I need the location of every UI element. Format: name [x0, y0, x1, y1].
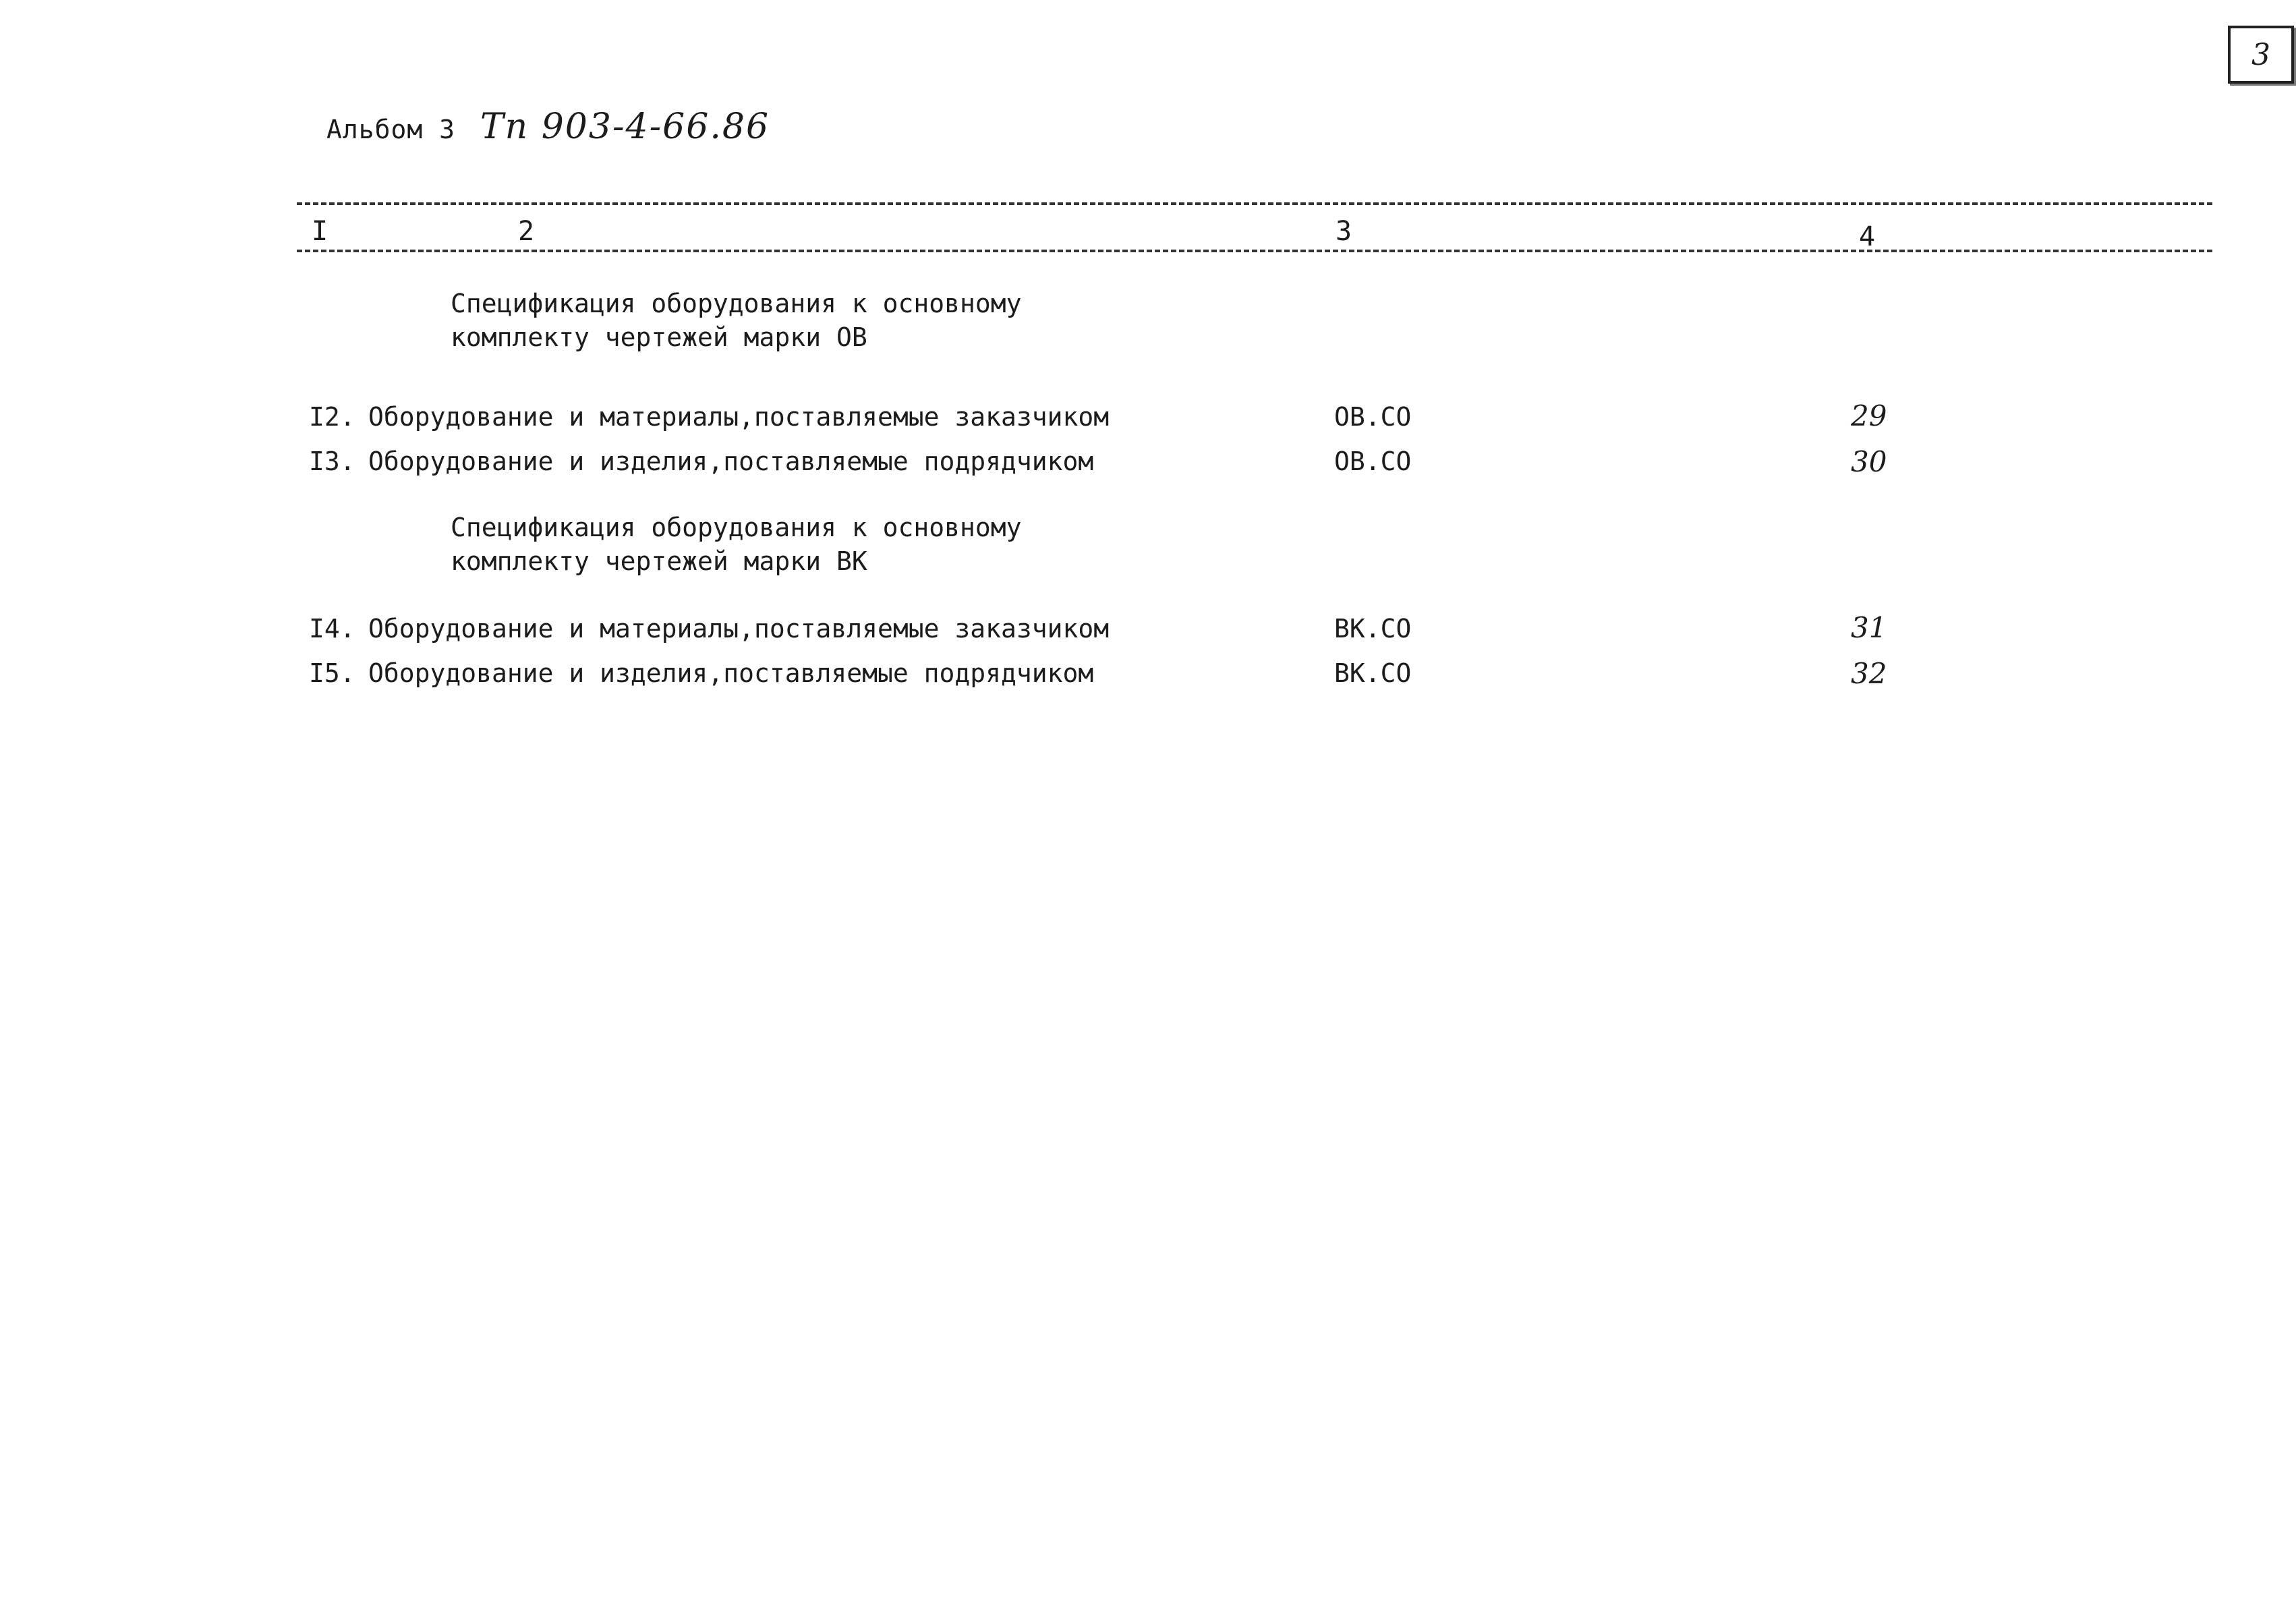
row-name: Оборудование и изделия,поставляемые подрядчиком — [368, 658, 1094, 688]
album-label: Альбом 3 — [326, 115, 456, 144]
row-page: 32 — [1851, 657, 1887, 690]
row-name: Оборудование и материалы,поставляемые заказчиком — [368, 614, 1110, 643]
album-code: Тп 903-4-66.86 — [480, 107, 770, 147]
page-number: 3 — [2251, 37, 2270, 72]
section-title-ov-line1: Спецификация оборудования к основному — [451, 289, 1022, 318]
section-title-ov-line2: комплекту чертежей марки ОВ — [451, 322, 867, 352]
column-header-2: 2 — [518, 216, 535, 247]
row-name: Оборудование и материалы,поставляемые заказчиком — [368, 402, 1110, 432]
row-page: 30 — [1851, 445, 1887, 478]
column-header-4: 4 — [1859, 221, 1876, 252]
row-name: Оборудование и изделия,поставляемые подрядчиком — [368, 447, 1094, 476]
row-number: I3. — [309, 447, 355, 476]
page-number-box — [2228, 26, 2294, 84]
row-page: 29 — [1851, 399, 1887, 432]
row-number: I2. — [309, 402, 355, 432]
column-header-1: I — [312, 216, 328, 247]
row-mark: ВК.СО — [1334, 658, 1412, 688]
row-number: I5. — [309, 658, 355, 688]
table-header-rule — [297, 250, 2212, 252]
row-mark: ОВ.СО — [1334, 447, 1412, 476]
row-mark: ОВ.СО — [1334, 402, 1412, 432]
column-header-3: 3 — [1336, 216, 1352, 247]
row-number: I4. — [309, 614, 355, 643]
section-title-vk-line2: комплекту чертежей марки ВК — [451, 546, 867, 576]
row-mark: ВК.СО — [1334, 614, 1412, 643]
row-page: 31 — [1851, 611, 1887, 644]
table-top-rule — [297, 202, 2212, 205]
section-title-vk-line1: Спецификация оборудования к основному — [451, 513, 1022, 542]
